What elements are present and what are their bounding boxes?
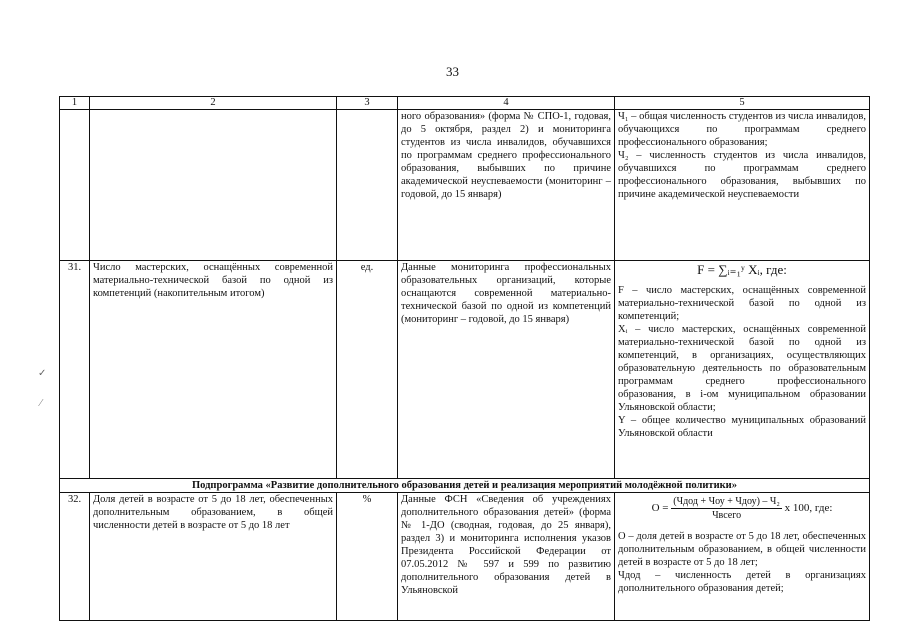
source-cell: ного образования» (форма № СПО-1, годовая, до 5 октября, раздел 2) и мониторинга студентов из числа инвалидов, обучавшихся по программам среднего профессионального образования, выбывших по причине академической неуспеваемости (мониторинг – годовой, до 15 января) (398, 110, 615, 261)
indicator-name: Доля детей в возрасте от 5 до 18 лет, обеспеченных дополнительным образованием, в общей численности детей в возрасте от 5 до 18 лет (90, 493, 337, 621)
unit: ед. (337, 261, 398, 479)
table-row-31 (60, 261, 870, 479)
formula-denominator: Чвсего (712, 510, 742, 521)
row-number-cell (60, 110, 90, 261)
formula-lhs: О = (651, 502, 669, 515)
definition-line: Чдод – численность детей в организациях дополнительного образования детей; (618, 570, 866, 594)
definition-line: О – доля детей в возрасте от 5 до 18 лет, обеспеченных дополнительным образованием, в общей численности детей в возрасте от 5 до 18 лет; (618, 531, 866, 568)
row-number: 31. (60, 261, 90, 479)
calculation-method (615, 261, 870, 479)
unit-cell (337, 110, 398, 261)
formula-numerator: (Чдод + Чоу + Чдоу) – Ч₂ (673, 496, 780, 507)
unit: % (337, 493, 398, 621)
data-source: Данные мониторинга профессиональных образовательных организаций, которые оснащаются современной материально-технической базой по одной из компетенций (мониторинг – годовой, до 15 января) (398, 261, 615, 479)
definition-line: Ч₂ – численность студентов из числа инвалидов, обучавшихся по программам среднего профессионального образования, выбывших по причине академической неуспеваемости (618, 150, 866, 200)
definition-line: Y – общее количество муниципальных образований Ульяновской области (618, 415, 866, 439)
definition-line: F – число мастерских, оснащённых современной материально-технической базой по одной из компетенций; (618, 285, 866, 322)
formula (618, 495, 866, 522)
definition-line: Ч₁ – общая численность студентов из числа инвалидов, обучающихся по программам среднего профессионального образования; (618, 111, 866, 148)
row-number: 32. (60, 493, 90, 621)
margin-mark: ✓ (38, 368, 47, 379)
column-header: 4 (398, 97, 615, 110)
formula-rhs: х 100, где: (784, 502, 833, 515)
formula: F = ∑ᵢ₌₁ʸ Xᵢ, где: (697, 262, 787, 277)
data-source: Данные ФСН «Сведения об учреждениях дополнительного образования детей» (форма № 1-ДО (сводная, годовая, до 25 января), раздел 3) и мониторинга исполнения указов Президента Российской Федерации от 07.05.2012 № 597 и 599 по развитию дополнительного образования детей в Ульяновской (398, 493, 615, 621)
table-row-32 (60, 493, 870, 621)
page-number: 33 (446, 64, 459, 79)
margin-mark: ⁄ (40, 398, 42, 409)
calculation-method (615, 493, 870, 621)
column-header: 1 (60, 97, 90, 110)
indicator-name: Число мастерских, оснащённых современной материально-технической базой по одной из компетенций (накопительным итогом) (90, 261, 337, 479)
indicator-name-cell (90, 110, 337, 261)
subprogram-heading-row (60, 479, 870, 493)
column-header: 5 (615, 97, 870, 110)
method-cell (615, 110, 870, 261)
subprogram-title: Подпрограмма «Развитие дополнительного образования детей и реализация мероприятий молодёжной политики» (60, 479, 870, 493)
table-row-continued (60, 110, 870, 261)
formula-fraction (671, 495, 782, 522)
indicator-table (59, 96, 870, 621)
definition-line: Xᵢ – число мастерских, оснащённых современной материально-технической базой по одной из компетенций, в организациях, осуществляющих образовательную деятельность по образовательным программам среднего профессионального образования, в i-ом муниципальном образовании Ульяновской области; (618, 324, 866, 413)
column-header: 3 (337, 97, 398, 110)
column-header-row (60, 97, 870, 110)
column-header: 2 (90, 97, 337, 110)
